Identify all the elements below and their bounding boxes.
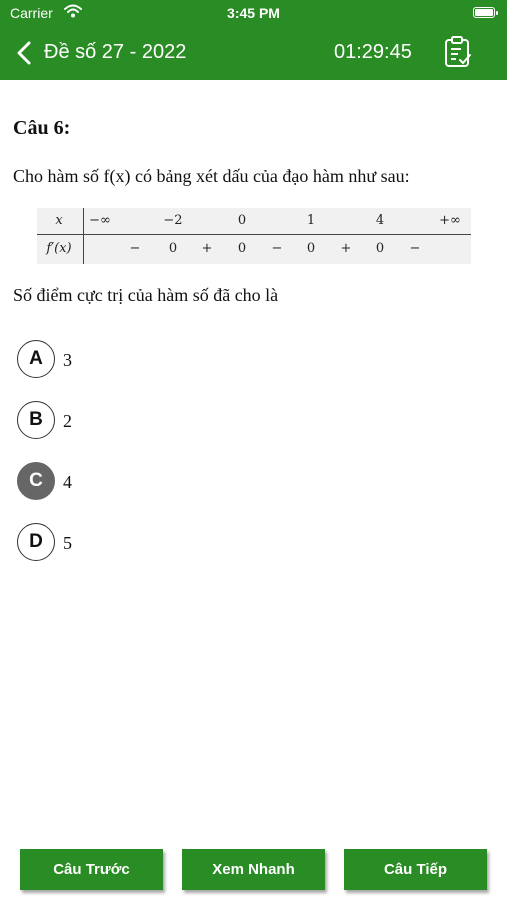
sign-cell: 0 — [306, 241, 316, 256]
table-row-label-x: x — [55, 213, 63, 228]
carrier-label: Carrier — [10, 5, 53, 21]
nav-bar — [0, 26, 507, 80]
table-row-label-derivative: f′(x) — [46, 241, 72, 256]
status-time: 3:45 PM — [227, 5, 280, 21]
sign-table — [37, 208, 471, 264]
option-value: 2 — [63, 411, 72, 431]
next-question-button[interactable]: Câu Tiếp — [344, 849, 487, 890]
sign-cell: 0 — [375, 241, 385, 256]
sign-cell: − — [129, 241, 141, 256]
x-value: 1 — [306, 213, 316, 228]
x-value: −∞ — [89, 213, 111, 228]
sign-cell: − — [271, 241, 283, 256]
option-letter-circle[interactable]: B — [17, 401, 55, 439]
previous-question-button[interactable]: Câu Trước — [20, 849, 163, 890]
x-value: +∞ — [439, 213, 461, 228]
battery-icon — [473, 7, 495, 18]
status-bar — [0, 0, 507, 26]
table-divider-vertical — [83, 208, 84, 264]
sign-cell: + — [340, 241, 352, 256]
question-number: Câu 6: — [13, 117, 71, 139]
option-value: 3 — [63, 350, 72, 370]
exam-title: Đề số 27 - 2022 — [44, 41, 187, 63]
option-letter-circle[interactable]: A — [17, 340, 55, 378]
x-value: 0 — [237, 213, 247, 228]
option-letter-circle[interactable]: D — [17, 523, 55, 561]
option-value: 4 — [63, 472, 72, 492]
option-value: 5 — [63, 533, 72, 553]
back-chevron-icon[interactable] — [12, 38, 38, 68]
question-subtext: Số điểm cực trị của hàm số đã cho là — [13, 285, 279, 305]
clipboard-check-icon[interactable] — [443, 35, 473, 69]
table-divider-horizontal — [37, 234, 471, 235]
sign-cell: 0 — [168, 241, 178, 256]
x-value: −2 — [163, 213, 183, 228]
quick-view-button[interactable]: Xem Nhanh — [182, 849, 325, 890]
countdown-timer: 01:29:45 — [334, 41, 412, 63]
sign-cell: 0 — [237, 241, 247, 256]
sign-cell: − — [409, 241, 421, 256]
option-letter-circle[interactable]: C — [17, 462, 55, 500]
x-value: 4 — [375, 213, 385, 228]
sign-cell: + — [201, 241, 213, 256]
question-text: Cho hàm số f(x) có bảng xét dấu của đạo hàm như sau: — [13, 166, 410, 186]
